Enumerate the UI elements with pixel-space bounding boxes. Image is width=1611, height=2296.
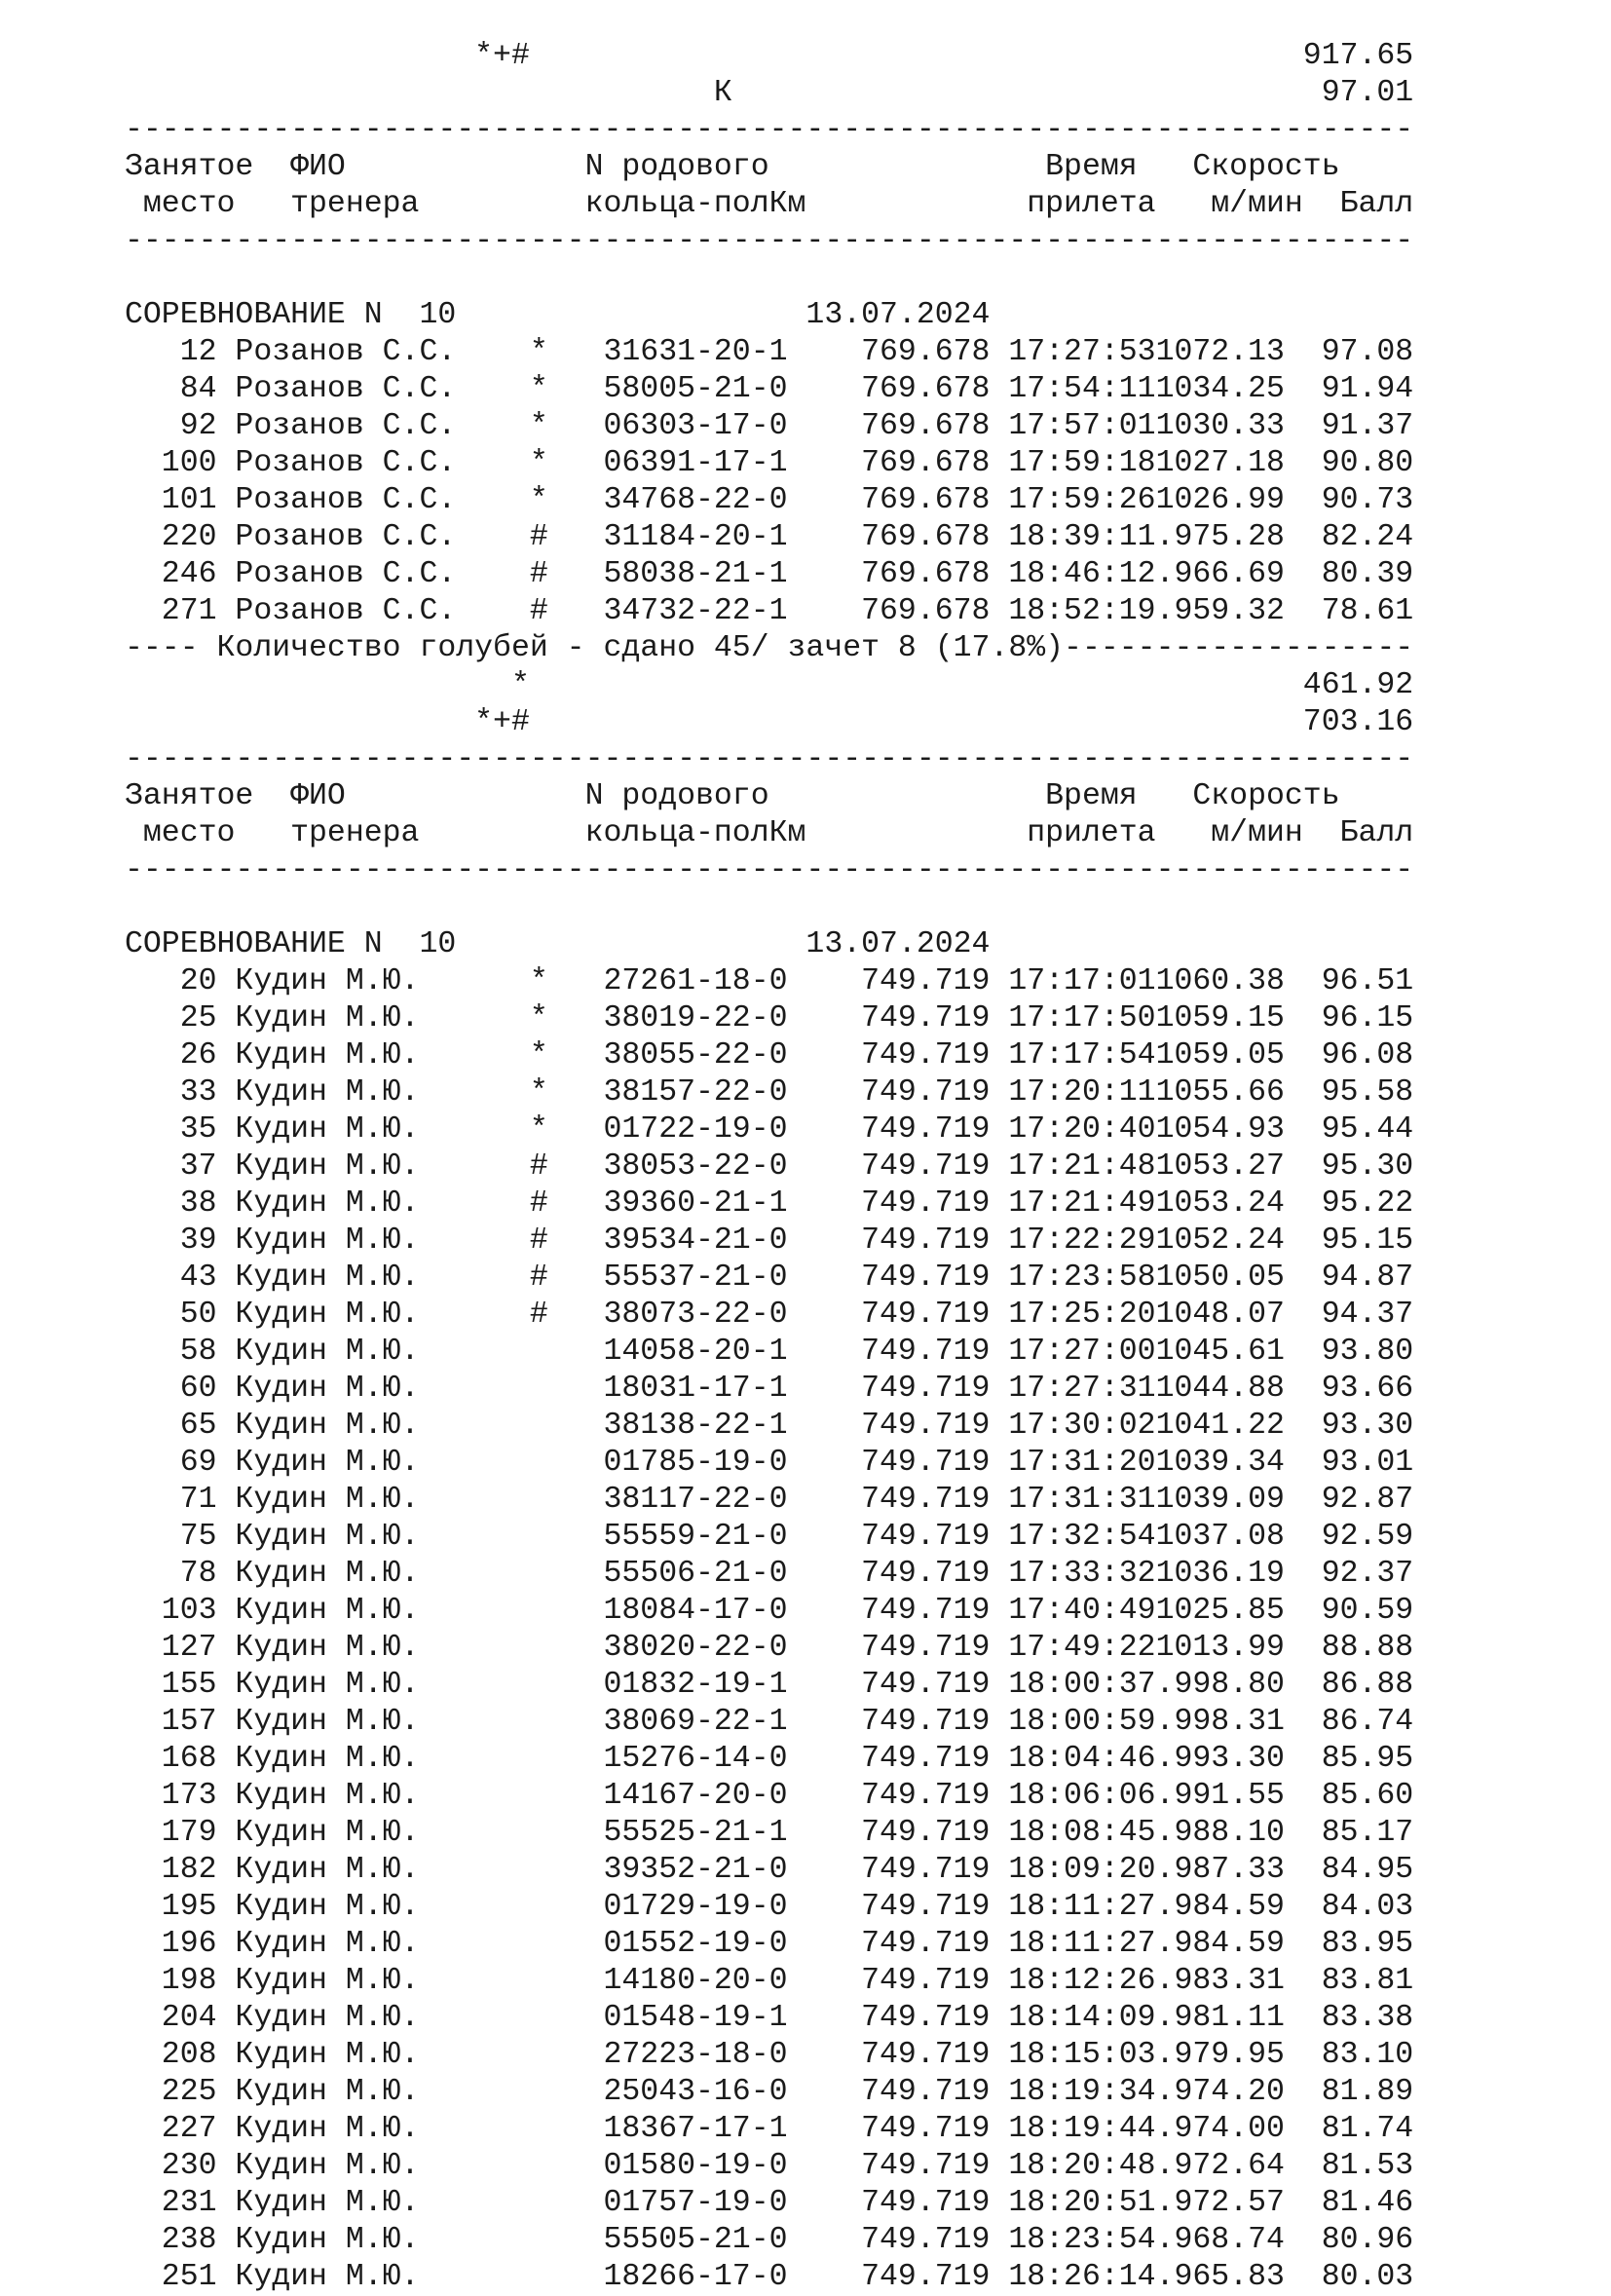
table-row: 238 Кудин М.Ю. 55505-21-0 749.719 18:23:54.968.74 80.96 [125, 2223, 1414, 2257]
table-row: 179 Кудин М.Ю. 55525-21-1 749.719 18:08:45.988.10 85.17 [125, 1816, 1414, 1850]
table-row: 182 Кудин М.Ю. 39352-21-0 749.719 18:09:20.987.33 84.95 [125, 1853, 1414, 1887]
table-row: 204 Кудин М.Ю. 01548-19-1 749.719 18:14:09.981.11 83.38 [125, 2001, 1414, 2035]
table-row: 127 Кудин М.Ю. 38020-22-0 749.719 17:49:221013.99 88.88 [125, 1631, 1414, 1665]
table-row: 155 Кудин М.Ю. 01832-19-1 749.719 18:00:37.998.80 86.88 [125, 1668, 1414, 1702]
table-row: 231 Кудин М.Ю. 01757-19-0 749.719 18:20:51.972.57 81.46 [125, 2186, 1414, 2220]
table-row: 101 Розанов С.С. * 34768-22-0 769.678 17:59:261026.99 90.73 [125, 483, 1414, 517]
table-row: 75 Кудин М.Ю. 55559-21-0 749.719 17:32:541037.08 92.59 [125, 1520, 1414, 1554]
table-row: 33 Кудин М.Ю. * 38157-22-0 749.719 17:20:111055.66 95.58 [125, 1075, 1414, 1110]
table-row: 168 Кудин М.Ю. 15276-14-0 749.719 18:04:46.993.30 85.95 [125, 1742, 1414, 1776]
results-printout [125, 38, 1413, 2296]
table-row: 157 Кудин М.Ю. 38069-22-1 749.719 18:00:59.998.31 86.74 [125, 1705, 1414, 1739]
table-row: 71 Кудин М.Ю. 38117-22-0 749.719 17:31:311039.09 92.87 [125, 1483, 1414, 1517]
table-row: 37 Кудин М.Ю. # 38053-22-0 749.719 17:21:481053.27 95.30 [125, 1149, 1414, 1184]
section-total-line: * 461.92 [125, 668, 1414, 702]
table-row: 246 Розанов С.С. # 58038-21-1 769.678 18:46:12.966.69 80.39 [125, 557, 1414, 591]
table-row: 100 Розанов С.С. * 06391-17-1 769.678 17:59:181027.18 90.80 [125, 446, 1414, 480]
table-row: 50 Кудин М.Ю. # 38073-22-0 749.719 17:25:201048.07 94.37 [125, 1298, 1414, 1332]
table-row: 60 Кудин М.Ю. 18031-17-1 749.719 17:27:311044.88 93.66 [125, 1372, 1414, 1406]
table-row: 84 Розанов С.С. * 58005-21-0 769.678 17:54:111034.25 91.94 [125, 372, 1414, 406]
table-row: 103 Кудин М.Ю. 18084-17-0 749.719 17:40:491025.85 90.59 [125, 1594, 1414, 1628]
column-headers-top: Занятое ФИО N родового Время Скорость [125, 779, 1340, 813]
column-headers-top: Занятое ФИО N родового Время Скорость [125, 150, 1340, 184]
section-total-line: *+# 703.16 [125, 705, 1414, 739]
table-row: 26 Кудин М.Ю. * 38055-22-0 749.719 17:17:541059.05 96.08 [125, 1038, 1414, 1073]
table-row: 69 Кудин М.Ю. 01785-19-0 749.719 17:31:201039.34 93.01 [125, 1446, 1414, 1480]
table-row: 230 Кудин М.Ю. 01580-19-0 749.719 18:20:48.972.64 81.53 [125, 2149, 1414, 2183]
separator: ---------------------------------------------------------------------- [125, 113, 1414, 147]
table-row: 12 Розанов С.С. * 31631-20-1 769.678 17:27:531072.13 97.08 [125, 335, 1414, 369]
table-row: 25 Кудин М.Ю. * 38019-22-0 749.719 17:17:501059.15 96.15 [125, 1001, 1414, 1035]
table-row: 35 Кудин М.Ю. * 01722-19-0 749.719 17:20:401054.93 95.44 [125, 1112, 1414, 1147]
table-row: 196 Кудин М.Ю. 01552-19-0 749.719 18:11:27.984.59 83.95 [125, 1927, 1414, 1961]
separator: ---------------------------------------------------------------------- [125, 853, 1414, 887]
table-row: 220 Розанов С.С. # 31184-20-1 769.678 18:39:11.975.28 82.24 [125, 520, 1414, 554]
blank-line [125, 260, 1413, 297]
table-row: 92 Розанов С.С. * 06303-17-0 769.678 17:57:011030.33 91.37 [125, 409, 1414, 443]
table-row: 208 Кудин М.Ю. 27223-18-0 749.719 18:15:03.979.95 83.10 [125, 2038, 1414, 2072]
section-summary: ---- Количество голубей - сдано 45/ зачет 8 (17.8%)------------------- [125, 631, 1414, 665]
table-row: 38 Кудин М.Ю. # 39360-21-1 749.719 17:21:491053.24 95.22 [125, 1186, 1414, 1221]
separator: ---------------------------------------------------------------------- [125, 224, 1414, 258]
table-row: 173 Кудин М.Ю. 14167-20-0 749.719 18:06:06.991.55 85.60 [125, 1779, 1414, 1813]
separator: ---------------------------------------------------------------------- [125, 742, 1414, 776]
blank-line [125, 889, 1413, 926]
column-headers-bottom: место тренера кольца-полКм прилета м/мин Балл [125, 187, 1414, 221]
top-total-line: *+# 917.65 [125, 39, 1414, 73]
table-row: 43 Кудин М.Ю. # 55537-21-0 749.719 17:23:581050.05 94.87 [125, 1261, 1414, 1295]
table-row: 65 Кудин М.Ю. 38138-22-1 749.719 17:30:021041.22 93.30 [125, 1409, 1414, 1443]
table-row: 271 Розанов С.С. # 34732-22-1 769.678 18:52:19.959.32 78.61 [125, 594, 1414, 628]
column-headers-bottom: место тренера кольца-полКм прилета м/мин Балл [125, 816, 1414, 850]
competition-header: СОРЕВНОВАНИЕ N 10 13.07.2024 [125, 927, 991, 961]
table-row: 251 Кудин М.Ю. 18266-17-0 749.719 18:26:14.965.83 80.03 [125, 2260, 1414, 2294]
table-row: 198 Кудин М.Ю. 14180-20-0 749.719 18:12:26.983.31 83.81 [125, 1964, 1414, 1998]
table-row: 39 Кудин М.Ю. # 39534-21-0 749.719 17:22:291052.24 95.15 [125, 1223, 1414, 1258]
table-row: 20 Кудин М.Ю. * 27261-18-0 749.719 17:17:011060.38 96.51 [125, 964, 1414, 998]
table-row: 227 Кудин М.Ю. 18367-17-1 749.719 18:19:44.974.00 81.74 [125, 2112, 1414, 2146]
top-coefficient-line: К 97.01 [125, 76, 1414, 110]
table-row: 78 Кудин М.Ю. 55506-21-0 749.719 17:33:321036.19 92.37 [125, 1557, 1414, 1591]
competition-header: СОРЕВНОВАНИЕ N 10 13.07.2024 [125, 298, 991, 332]
table-row: 225 Кудин М.Ю. 25043-16-0 749.719 18:19:34.974.20 81.89 [125, 2075, 1414, 2109]
table-row: 195 Кудин М.Ю. 01729-19-0 749.719 18:11:27.984.59 84.03 [125, 1890, 1414, 1924]
table-row: 58 Кудин М.Ю. 14058-20-1 749.719 17:27:001045.61 93.80 [125, 1335, 1414, 1369]
